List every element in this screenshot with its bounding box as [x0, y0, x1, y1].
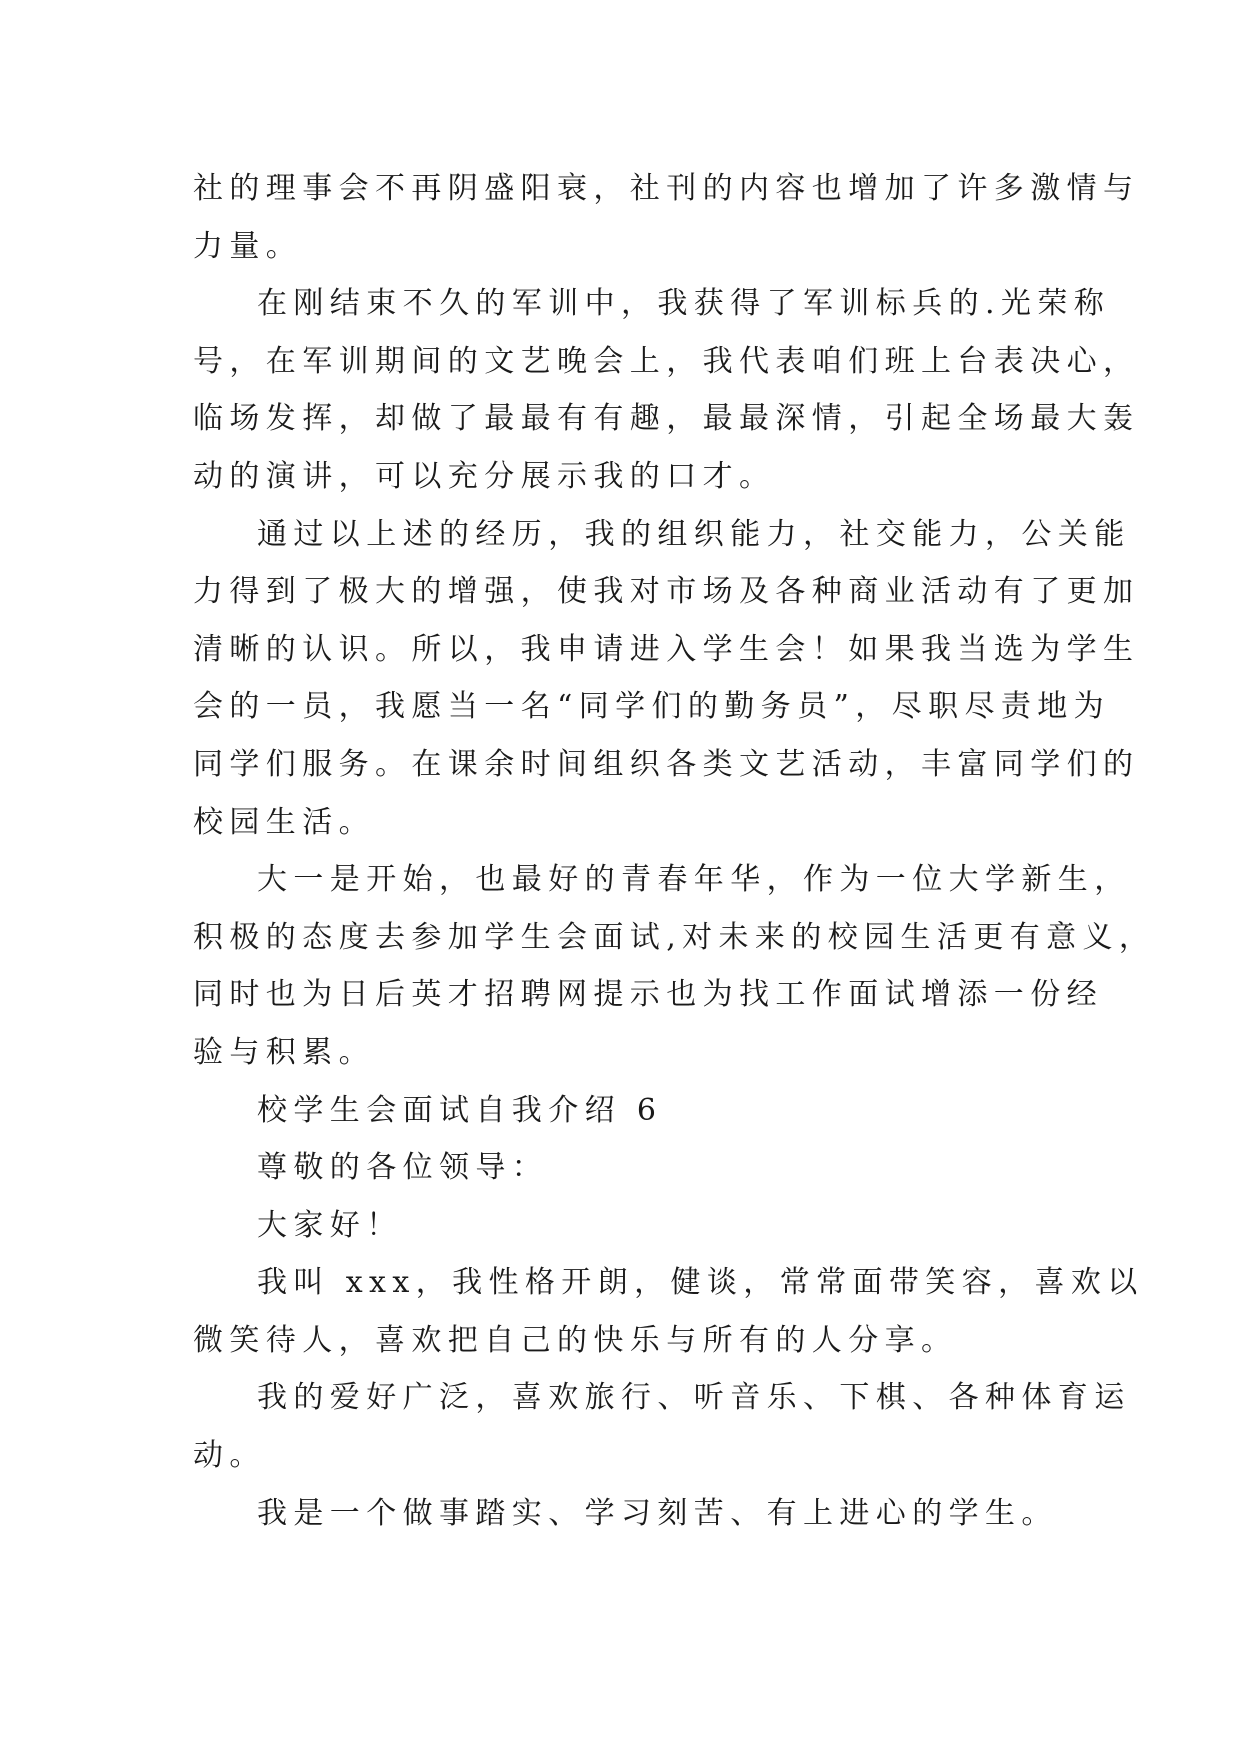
text-line: 校园生活。 — [193, 804, 375, 840]
paragraph-start-line: 我的爱好广泛，喜欢旅行、听音乐、下棋、各种体育运 — [257, 1380, 1131, 1416]
text-line: 同学们服务。在课余时间组织各类文艺活动，丰富同学们的 — [193, 746, 1140, 782]
text-line: 力量。 — [193, 228, 303, 264]
text-line: 微笑待人，喜欢把自己的快乐与所有的人分享。 — [193, 1322, 958, 1358]
salutation: 尊敬的各位领导： — [257, 1150, 549, 1186]
text-line: 同时也为日后英才招聘网提示也为找工作面试增添一份经 — [193, 977, 1103, 1013]
greeting: 大家好！ — [257, 1207, 403, 1243]
text-line: 社的理事会不再阴盛阳衰，社刊的内容也增加了许多激情与 — [193, 171, 1140, 206]
text-line: 积极的态度去参加学生会面试,对未来的校园生活更有意义， — [193, 919, 1156, 955]
section-heading: 校学生会面试自我介绍 6 — [257, 1092, 663, 1128]
text-line: 验与积累。 — [193, 1034, 375, 1070]
paragraph-start-line: 大一是开始，也最好的青春年华，作为一位大学新生， — [257, 862, 1131, 898]
text-line: 动。 — [193, 1438, 266, 1474]
paragraph-start-line: 我叫 xxx，我性格开朗，健谈，常常面带笑容，喜欢以 — [257, 1265, 1144, 1301]
paragraph-start-line: 我是一个做事踏实、学习刻苦、有上进心的学生。 — [257, 1495, 1058, 1531]
text-line: 清晰的认识。所以，我申请进入学生会！如果我当选为学生 — [193, 631, 1140, 667]
paragraph-start-line: 在刚结束不久的军训中，我获得了军训标兵的.光荣称 — [257, 286, 1111, 322]
text-line: 力得到了极大的增强，使我对市场及各种商业活动有了更加 — [193, 574, 1140, 610]
paragraph-start-line: 通过以上述的经历，我的组织能力，社交能力，公关能 — [257, 516, 1131, 552]
text-line: 会的一员，我愿当一名“同学们的勤务员”，尽职尽责地为 — [193, 689, 1111, 725]
text-line: 临场发挥，却做了最最有有趣，最最深情，引起全场最大轰 — [193, 401, 1140, 437]
document-page — [193, 160, 1156, 1542]
text-line: 号，在军训期间的文艺晚会上，我代表咱们班上台表决心， — [193, 343, 1140, 379]
text-line: 动的演讲，可以充分展示我的口才。 — [193, 458, 776, 494]
